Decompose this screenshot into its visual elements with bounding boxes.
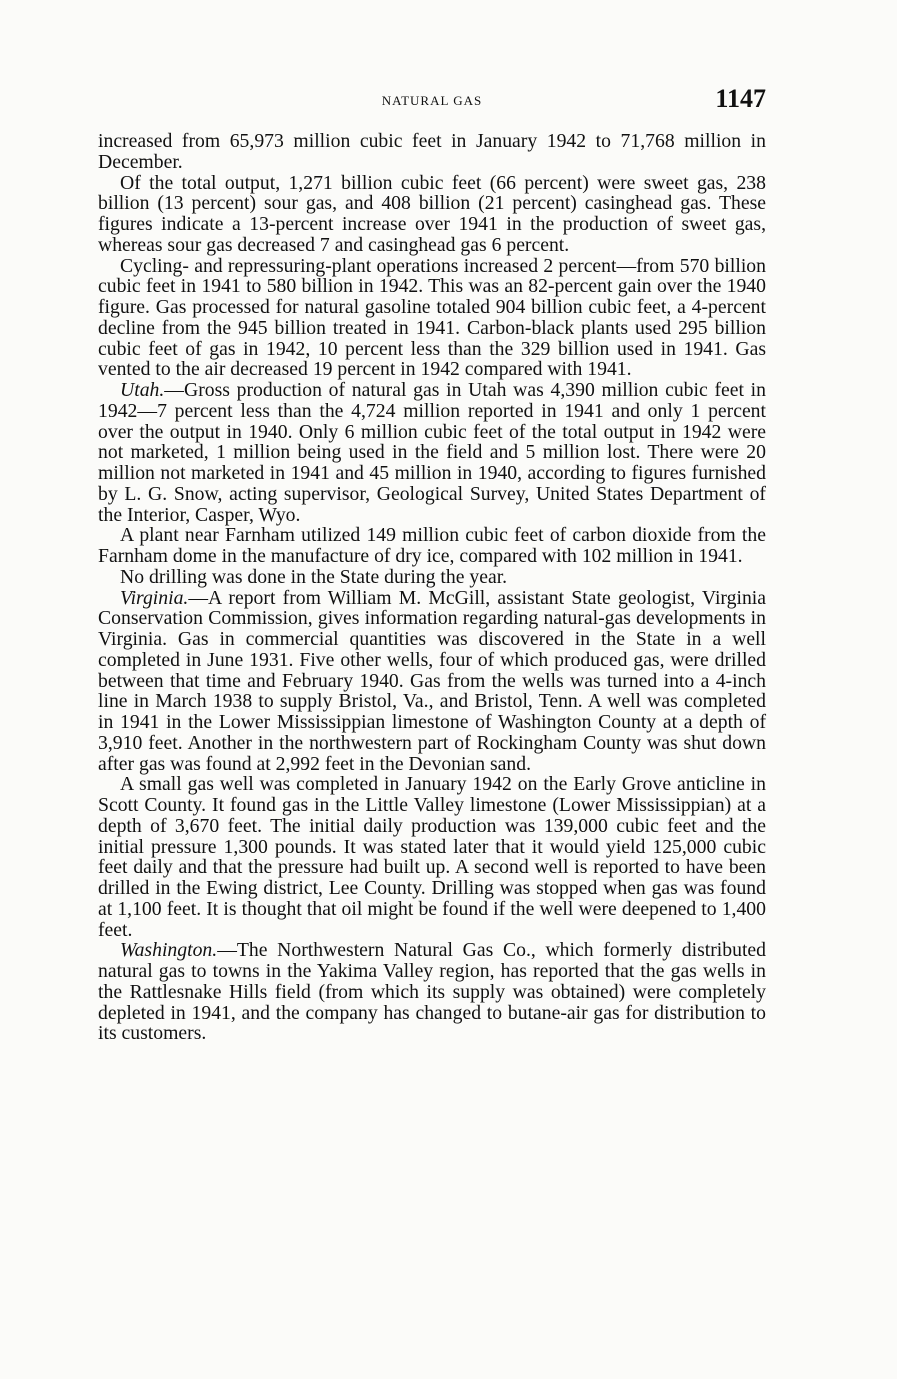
paragraph [98,774,766,940]
page-number: 1147 [715,84,766,113]
body-text [98,131,766,1044]
paragraph-text: —The Northwestern Natural Gas Co., which formerly distributed natural gas to towns in the Yakima Valley region, has reported that the gas wells in the Rattlesnake Hills field (from which its supply was obtained) were completely depleted in 1941, and the company has changed to butane-air gas for distribution to its customers. [98,939,766,1045]
paragraph [98,173,766,256]
paragraph-lead: Virginia. [120,586,189,609]
paragraph-utah [98,380,766,525]
paragraph [98,256,766,381]
paragraph-text: —Gross production of natural gas in Utah was 4,390 million cubic feet in 1942—7 percent less than the 4,724 million reported in 1941 and only 1 percent over the output in 1940. Only 6 million cubic feet of the total output in 1942 were not marketed, 1 million being used in the field and 5 million lost. There were 20 million not marketed in 1941 and 45 million in 1940, according to figures furnished by L. G. Snow, acting supervisor, Geological Survey, United States Department of the Interior, Casper, Wyo. [98,379,766,526]
paragraph-text: Of the total output, 1,271 billion cubic feet (66 percent) were sweet gas, 238 billion (13 percent) sour gas, and 408 billion (21 percent) casinghead gas. These figures indicate a 13-percent increase over 1941 in the production of sweet gas, whereas sour gas decreased 7 and casinghead gas 6 percent. [98,171,766,256]
paragraph-lead: Washington. [120,939,218,962]
paragraph-text: No drilling was done in the State during the year. [120,565,508,588]
paragraph-washington [98,940,766,1044]
paragraph-text: increased from 65,973 million cubic feet in January 1942 to 71,768 million in December. [98,130,766,173]
paragraph-text: A plant near Farnham utilized 149 million cubic feet of carbon dioxide from the Farnham dome in the manufacture of dry ice, compared with 102 million in 1941. [98,524,766,567]
paragraph-virginia [98,588,766,775]
paragraph-text: —A report from William M. McGill, assistant State geologist, Virginia Conservation Commission, gives information regarding natural-gas developments in Virginia. Gas in commercial quantities was discovered in the State in a well completed in June 1931. Five other wells, four of which produced gas, were drilled between that time and February 1940. Gas from the wells was turned into a 4-inch line in March 1938 to supply Bristol, Va., and Bristol, Tenn. A well was completed in 1941 in the Lower Mississippian limestone of Washington County at a depth of 3,910 feet. Another in the northwestern part of Rockingham County was shut down after gas was found at 2,992 feet in the Devonian sand. [98,586,766,775]
paragraph-text: Cycling- and repressuring-plant operations increased 2 percent—from 570 billion cubic feet in 1941 to 580 billion in 1942. This was an 82-percent gain over the 1940 figure. Gas processed for natural gasoline totaled 904 billion cubic feet, a 4-percent decline from the 945 billion treated in 1941. Carbon-black plants used 295 billion cubic feet of gas in 1942, 10 percent less than the 329 billion used in 1941. Gas vented to the air decreased 19 percent in 1942 compared with 1941. [98,254,766,381]
page-header [98,84,766,118]
running-title: NATURAL GAS [381,93,483,108]
paragraph [98,567,766,588]
paragraph-text: A small gas well was completed in January 1942 on the Early Grove anticline in Scott County. It found gas in the Little Valley limestone (Lower Mississippian) at a depth of 3,670 feet. The initial daily production was 139,000 cubic feet and the initial pressure 1,300 pounds. It was stated later that it would yield 125,000 cubic feet daily and that the pressure had built up. A second well is reported to have been drilled in the Ewing district, Lee County. Drilling was stopped when gas was found at 1,100 feet. It is thought that oil might be found if the well were deepened to 1,400 feet. [98,773,766,941]
paragraph [98,525,766,567]
paragraph [98,131,766,173]
paragraph-lead: Utah. [120,379,165,401]
